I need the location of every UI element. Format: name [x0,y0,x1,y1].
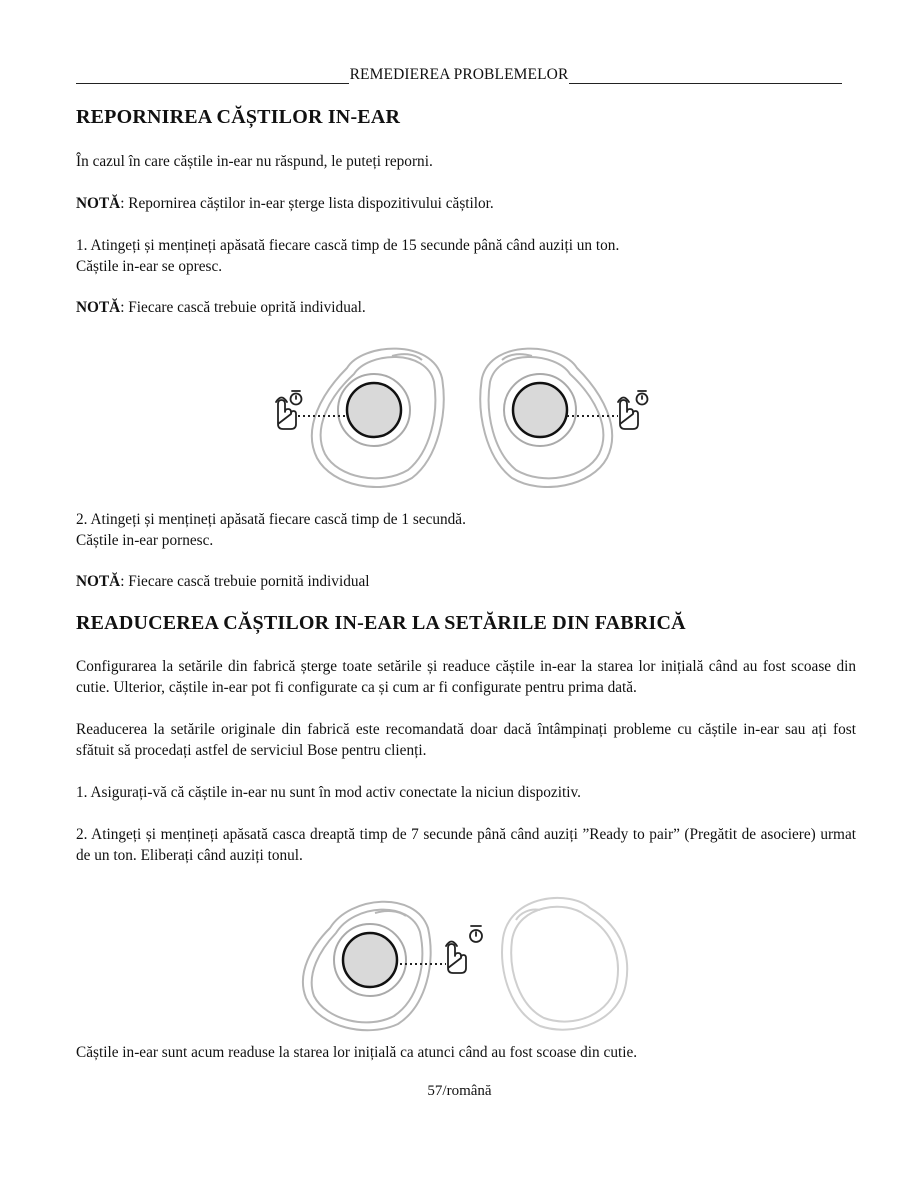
restart-intro: În cazul în care căștile in-ear nu răspund, le puteți reporni. [76,153,433,170]
note-text: : Fiecare cască trebuie pornită individual [120,573,370,590]
restart-note-1 [76,193,856,214]
note-text: : Fiecare cască trebuie oprită individual. [120,299,366,316]
note-label: NOTĂ [76,573,121,590]
header-section-title: REMEDIEREA PROBLEMELOR [349,66,569,83]
restart-step-1 [76,235,856,277]
restart-note-2 [76,297,856,318]
heading-restart: REPORNIREA CĂȘTILOR IN-EAR [76,106,401,128]
factory-reset-para-1: Configurarea la setările din fabrică șterge toate setările și readuce căștile in-ear la starea lor inițială când au fost scoase din cutie. Ulterior, căștile in-ear pot fi configurate ca și cum ar fi configurate pentru prima dată. [76,658,856,696]
step-2-line-1: 2. Atingeți și mențineți apăsată fiecare cască timp de 1 secundă. [76,511,466,528]
factory-reset-step-1: 1. Asigurați-vă că căștile in-ear nu sunt în mod activ conectate la niciun dispozitiv. [76,784,581,801]
note-label: NOTĂ [76,195,121,212]
earbud-left-touch-button [347,383,401,437]
step-1-line-2: Căștile in-ear se opresc. [76,258,223,275]
page-number: 57/română [427,1083,492,1099]
figure-earbud-factory-reset [290,888,640,1033]
restart-note-3 [76,571,856,592]
factory-reset-step-2: 2. Atingeți și mențineți apăsată casca dreaptă timp de 7 secunde până când auziți ”Ready to pair” (Pregătit de asociere) urmat de un ton. Eliberați când auziți tonul. [76,826,856,864]
factory-reset-result: Căștile in-ear sunt acum readuse la starea lor inițială ca atunci când au fost scoase din cutie. [76,1044,638,1061]
figure-earbuds-power-off [262,338,662,488]
touch-hold-timer-icon [618,391,648,429]
factory-reset-para-2: Readucerea la setările originale din fabrică este recomandată doar dacă întâmpinați probleme cu căștile in-ear sau ați fost sfătuit să procedați astfel de serviciul Bose pentru clienți. [76,721,856,759]
header-rule-left [76,68,349,84]
step-1-line-1: 1. Atingeți și mențineți apăsată fiecare cască timp de 15 secunde până când auziți un ton. [76,237,620,254]
earbud-right-touch-button [513,383,567,437]
header-rule-right [569,68,842,84]
earbud-right-outline-illustration [502,898,627,1030]
restart-step-2 [76,509,856,551]
step-2-line-2: Căștile in-ear pornesc. [76,532,214,549]
touch-hold-timer-icon [276,391,302,429]
note-label: NOTĂ [76,299,121,316]
page-header [76,66,842,84]
note-text: : Repornirea căștilor in-ear șterge lista dispozitivului căștilor. [120,195,494,212]
heading-factory-reset: READUCEREA CĂȘTILOR IN-EAR LA SETĂRILE DIN FABRICĂ [76,612,686,634]
touch-hold-timer-icon [446,926,482,973]
earbud-left-touch-button [343,933,397,987]
